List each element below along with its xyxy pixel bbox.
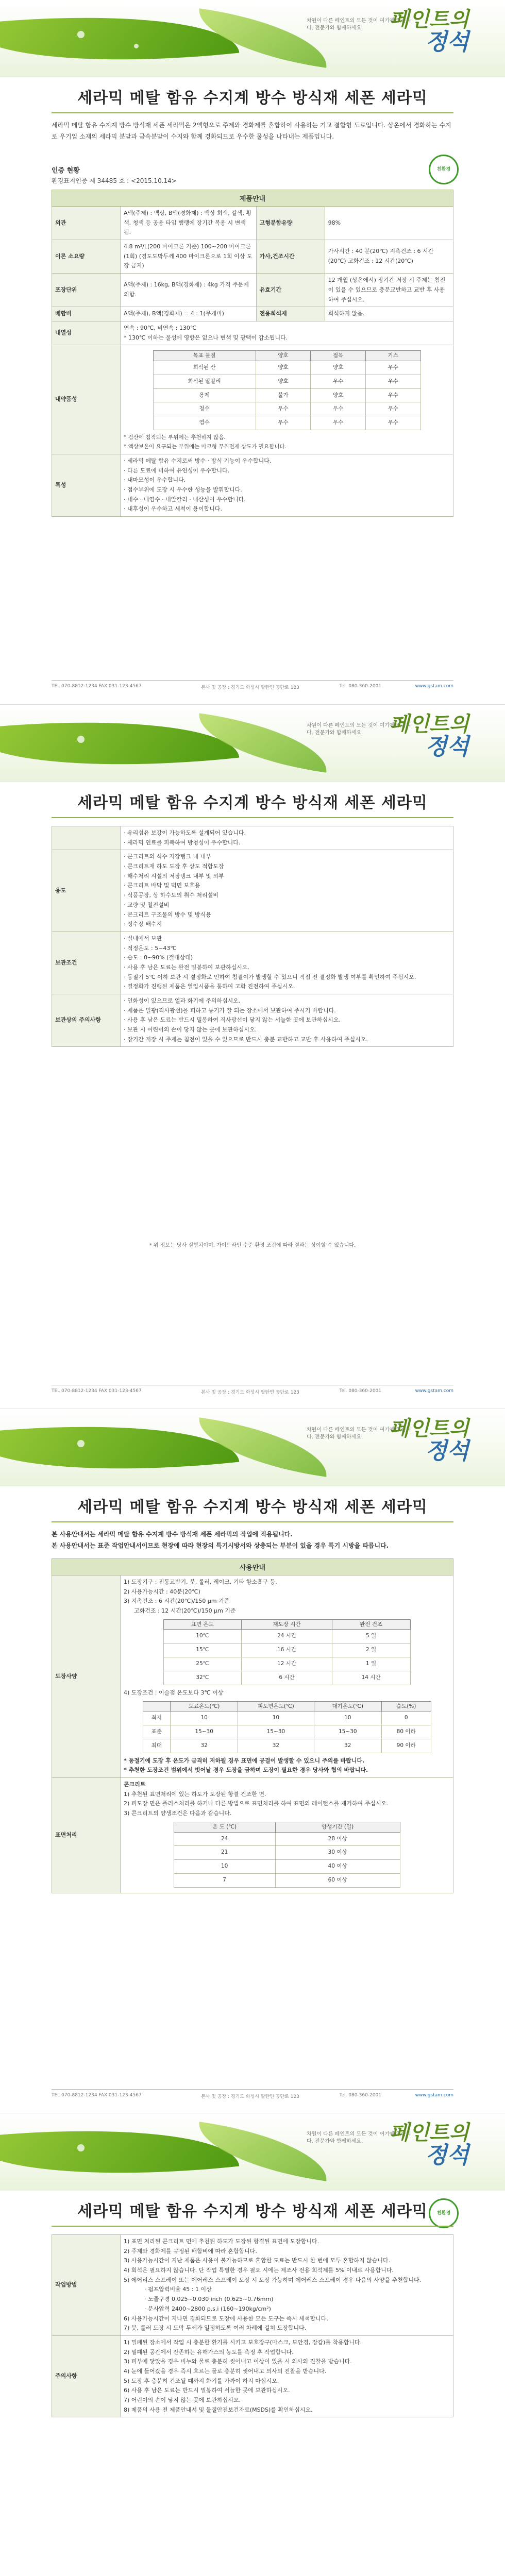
- work-item: · 분사압력 2400~2800 p.s.i (160~190kg/cm²): [144, 2305, 271, 2312]
- spec-key: 용도: [52, 850, 121, 932]
- footer-address: 본사 및 공장 : 경기도 화성시 팔탄면 공단로 123: [201, 685, 299, 690]
- intro-text: 세라믹 메탈 함유 수지계 방수 방식재 세폰 세라믹은 2액형으로 주제와 경화제를 혼합하여 사용하는 기교 결합형 도료입니다. 상온에서 경화하는 수지로 우기일 소재의 세라믹 분말과 금속분말이 수지와 함께 경화되므로 우수한 물성을 나타내는 제품입니다.: [52, 122, 451, 141]
- feature-item: · 내후성이 우수하고 세척이 용이합니다.: [124, 505, 222, 513]
- use-item: · 교량 및 철전설비: [124, 901, 170, 908]
- env-cell: 80 이하: [381, 1725, 431, 1739]
- work-item: 2) 주제와 경화제를 규정된 배합비에 따라 혼합합니다.: [124, 2247, 257, 2255]
- env-cell: 90 이하: [381, 1739, 431, 1753]
- page-2: [0, 705, 505, 1409]
- age-cell: 40 이상: [275, 1860, 400, 1874]
- spec-value: 가사시간 : 40 분(20℃) 지촉건조 : 6 시간(20℃) 고화건조 : 12 시간(20℃): [325, 240, 453, 274]
- chem-header: 접목: [311, 351, 366, 361]
- brand-logo: [389, 2123, 469, 2168]
- cond-item: 1) 도장기구 : 진동교반기, 붓, 롤러, 레이크, 기타 항소흡구 등.: [124, 1579, 277, 1585]
- water-drop: [77, 736, 85, 743]
- surf-item: 1) 추천된 표면처리에 있는 하도가 도장된 항결 건조한 면.: [124, 1790, 266, 1798]
- env-cell: 10: [238, 1711, 314, 1725]
- spec-key: 고형분함유량: [256, 207, 325, 240]
- cure-cell: 6 시간: [242, 1671, 332, 1685]
- brand-line-1: 페인트의: [389, 712, 469, 736]
- chem-note: * 액상보온이 요구되는 부위에는 마크형 무취전제 상도가 필요합니다.: [124, 444, 287, 450]
- spec-key: 외관: [52, 207, 121, 240]
- heat-value: 연속 : 90℃, 비연속 : 130℃: [124, 324, 197, 331]
- env-cell: 10: [171, 1711, 238, 1725]
- usage-intro-2: 본 사용안내서는 표준 작업안내서이므로 현장에 따라 현장의 특기시방서와 상충되는 부분이 있을 경우 특기 시방을 따릅니다.: [52, 1542, 389, 1549]
- age-header: 양생기간 (일): [275, 1822, 400, 1832]
- spec-key: 주의사항: [52, 2335, 121, 2417]
- spec-key: 보관상의 주의사항: [52, 994, 121, 1047]
- env-cell: 표준: [143, 1725, 171, 1739]
- feature-item: · 유리섬유 보강이 가능하도록 설계되어 있습니다.: [124, 829, 246, 836]
- chem-cell: 양호: [256, 375, 311, 388]
- chem-cell: 우수: [365, 361, 420, 375]
- chem-cell: 불가: [256, 388, 311, 402]
- safety-item: · 장기간 저장 시 주제는 침전이 있을 수 있으므로 반드시 충분 교반하고 교반 후 사용하여 주십시오.: [124, 1036, 368, 1043]
- work-item: 6) 사용가능시간이 지나면 경화되므로 도장에 사용한 모든 도구는 즉시 세척합니다.: [124, 2315, 328, 2322]
- cond-item: 2) 사용가능시간 : 40분(20℃): [124, 1588, 200, 1595]
- banner: [0, 1409, 505, 1486]
- env-cell: 15~30: [314, 1725, 381, 1739]
- feature-item: · 내마모성이 우수합니다.: [124, 477, 186, 484]
- use-item: · 콘크리트 구조물의 방수 및 방식용: [124, 911, 211, 918]
- eco-mark-icon: 친환경: [429, 155, 459, 184]
- cure-cell: 16 시간: [242, 1643, 332, 1657]
- env-cell: 15~30: [238, 1725, 314, 1739]
- env-header: [143, 1701, 171, 1711]
- spec-key: 작업방법: [52, 2235, 121, 2336]
- spec-table-continued: [52, 826, 453, 1047]
- chem-table: [153, 350, 421, 430]
- brand-line-2: 정석: [425, 1438, 469, 1464]
- water-drop: [134, 44, 139, 48]
- cert-text: 환경표지인증 제 34485 호 : <2015.10.14>: [52, 177, 177, 184]
- chem-cell: 우수: [256, 416, 311, 430]
- footer: [52, 680, 453, 689]
- age-header: 온 도 (℃): [174, 1822, 275, 1832]
- title-rule: [52, 817, 453, 818]
- footer-web-link[interactable]: www.gstam.com: [415, 684, 453, 689]
- chem-cell: 우수: [365, 416, 420, 430]
- cure-cell: 15℃: [163, 1643, 242, 1657]
- chem-header: 기스: [365, 351, 420, 361]
- banner: [0, 0, 505, 77]
- cure-cell: 12 시간: [242, 1657, 332, 1671]
- spec-key: 전용희석제: [256, 307, 325, 321]
- spec-value: A액(주제) : 백상, B액(경화제) : 백상 회색, 갈색, 황색, 청색 등 공용 타입 햄랭에 장기간 복용 시 변색됨.: [121, 207, 257, 240]
- title-rule: [52, 112, 453, 113]
- spec-value: 12 개월 (상온에서) 장기간 저장 시 주제는 침전이 있을 수 있으므로 충분교반하고 교반 후 사용하여 주십시오.: [325, 274, 453, 307]
- feature-item: · 내수 · 내염수 · 내알칼리 · 내산성이 우수합니다.: [124, 496, 246, 503]
- chem-cell: 우수: [365, 375, 420, 388]
- chem-cell: 희석된 산: [153, 361, 256, 375]
- footer-address: 본사 및 공장 : 경기도 화성시 팔탄면 공단로 123: [201, 1390, 299, 1395]
- work-item: · 노즐구경 0.025~0.030 inch (0.625~0.76mm): [144, 2296, 274, 2303]
- footer-tel: Tel. 080-360-2001: [339, 1388, 381, 1394]
- spec-value: [121, 321, 453, 345]
- brand-line-2: 정석: [425, 29, 469, 55]
- use-item: · 식품공장, 상 하수도의 취수 처리설비: [124, 892, 218, 899]
- brand-logo: [389, 9, 469, 55]
- warn-item: 3) 피부에 닿았을 경우 비누와 물로 충분히 씻어내고 이상이 있을 시 의사의 진찰을 받습니다.: [124, 2358, 352, 2365]
- brand-logo: [389, 714, 469, 759]
- brand-line-1: 페인트의: [389, 2121, 469, 2145]
- use-item: · 콘크리트의 식수 저장탱크 내 내부: [124, 853, 211, 860]
- cure-header: 표면 온도: [163, 1619, 242, 1630]
- cure-cell: 32℃: [163, 1671, 242, 1685]
- spec-value: [121, 931, 453, 994]
- spec-key: [52, 826, 121, 850]
- env-cell: 0: [381, 1711, 431, 1725]
- warn-item: 8) 제품의 사용 전 제품안내서 및 물질안전보건자료(MSDS)를 확인하십시오.: [124, 2406, 313, 2413]
- eco-mark-icon: 친환경: [429, 2198, 459, 2228]
- spec-value: 4.8 m²/L(200 마이크론 기준) 100~200 마이크론(1회) (경도도막두께 400 마이크론으로 1회 이상 도장 금지): [121, 240, 257, 274]
- safety-item: · 사용 후 남은 도료는 반드시 밀봉하여 직사광선이 닿지 않는 서늘한 곳에 보관하십시오.: [124, 1016, 341, 1024]
- spec-value: [121, 826, 453, 850]
- spec-value: [121, 1778, 453, 1893]
- age-cell: 7: [174, 1874, 275, 1888]
- spec-key: 포장단위: [52, 274, 121, 307]
- chem-cell: 우수: [311, 375, 366, 388]
- env-cell: 32: [314, 1739, 381, 1753]
- brand-line-2: 정석: [425, 2142, 469, 2168]
- age-cell: 60 이상: [275, 1874, 400, 1888]
- env-note: * 추천한 도장조건 범위에서 벗어날 경우 도장을 금하며 도장이 필요한 경우 당사와 협의 바랍니다.: [124, 1767, 368, 1774]
- usage-title: 사용안내: [52, 1559, 453, 1575]
- brand-line-1: 페인트의: [389, 1416, 469, 1440]
- banner: [0, 2113, 505, 2191]
- cure-header: 완전 건조: [332, 1619, 410, 1630]
- cure-cell: 24 시간: [242, 1630, 332, 1643]
- chem-cell: 우수: [311, 402, 366, 416]
- spec-key: 보관조건: [52, 931, 121, 994]
- env-header: 도료온도(℃): [171, 1701, 238, 1711]
- env-note: * 동절기에 도장 후 온도가 급격히 저하될 경우 표면에 공결이 발생할 수 있으니 주의를 바랍니다.: [124, 1757, 365, 1764]
- feature-item: · 세라믹 연료를 피복하여 방청성이 우수합니다.: [124, 839, 241, 846]
- chem-cell: 희석된 알칼리: [153, 375, 256, 388]
- work-item: 3) 사용가능시간이 지난 제품은 사용이 불가능하므로 혼합한 도료는 반드시 한 번에 모두 혼합하지 않습니다.: [124, 2257, 391, 2264]
- spec-value: A액(주제) : 16kg, B액(경화제) : 4kg 가격 주문에 의함.: [121, 274, 257, 307]
- spec-key: 특성: [52, 454, 121, 516]
- cond-item: 고화건조 : 12 시간(20℃)/150 µm 기준: [134, 1607, 236, 1615]
- cure-table: [163, 1619, 411, 1685]
- chem-cell: 우수: [256, 402, 311, 416]
- warn-item: 4) 눈에 들어갔을 경우 즉시 흐르는 물로 충분히 씻어내고 의사의 진찰을 받습니다.: [124, 2367, 327, 2375]
- age-cell: 10: [174, 1860, 275, 1874]
- use-item: · 정수장 배수지: [124, 921, 162, 928]
- spec-value: [121, 850, 453, 932]
- chem-cell: 청수: [153, 402, 256, 416]
- cure-cell: 2 일: [332, 1643, 410, 1657]
- brand-tagline: 차원이 다른 페인트의 모든 것이 여기에 있습니다. 전문가와 함께하세요.: [307, 723, 411, 736]
- safety-item: · 제품은 일광(직사광선)을 피하고 통기가 잘 되는 장소에서 보관하여 주시기 바랍니다.: [124, 1007, 336, 1014]
- env-cell: 15~30: [171, 1725, 238, 1739]
- footnote: * 위 정보는 당사 실험치이며, 가이드라인 수준 환경 조건에 따라 결과는 상이할 수 있습니다.: [149, 1243, 356, 1248]
- cure-cell: 1 일: [332, 1657, 410, 1671]
- work-item: · 펌프압력비율 45 : 1 이상: [144, 2286, 212, 2293]
- use-item: · 콘크리트재 하도 도장 후 상도 적합도장: [124, 863, 224, 870]
- work-table: [52, 2234, 453, 2417]
- footer-address: 본사 및 공장 : 경기도 화성시 팔탄면 공단로 123: [201, 2094, 299, 2099]
- spec-value: A액(주제), B액(경화제) = 4 : 1(무게비): [121, 307, 257, 321]
- brand-tagline: 차원이 다른 페인트의 모든 것이 여기에 있습니다. 전문가와 함께하세요.: [307, 2131, 411, 2144]
- spec-key: 이론 소요량: [52, 240, 121, 274]
- spec-value: [121, 2235, 453, 2336]
- spec-key: 도장사양: [52, 1575, 121, 1778]
- store-item: · 결정화가 진행된 제품은 열입시품을 통하여 고화 진전하여 주십시오.: [124, 983, 295, 990]
- spec-key: 내열성: [52, 321, 121, 345]
- feature-item: · 다른 도료에 비하여 유연성이 우수합니다.: [124, 467, 230, 474]
- env-cell: 최대: [143, 1739, 171, 1753]
- chem-cell: 우수: [311, 416, 366, 430]
- footer: [52, 2089, 453, 2098]
- title-rule: [52, 1521, 453, 1522]
- spec-value: [121, 2335, 453, 2417]
- env-header: 습도(%): [381, 1701, 431, 1711]
- warn-item: 6) 사용 후 남은 도료는 반드시 밀봉하여 서늘한 곳에 보관하십시오.: [124, 2387, 290, 2394]
- footer-web-link[interactable]: www.gstam.com: [415, 1388, 453, 1394]
- spec-value: [121, 454, 453, 516]
- page-title: 세라믹 메탈 함유 수지계 방수 방식재 세폰 세라믹: [77, 1498, 428, 1516]
- store-item: · 습도 : 0~90% (절대상태): [124, 954, 193, 961]
- env-header: 대기온도(℃): [314, 1701, 381, 1711]
- env-header: 피도면온도(℃): [238, 1701, 314, 1711]
- env-table: [143, 1701, 431, 1753]
- spec-key: 유효기간: [256, 274, 325, 307]
- page-4: [0, 2113, 505, 2576]
- env-cell: 10: [314, 1711, 381, 1725]
- page-3: [0, 1409, 505, 2113]
- chem-cell: 양호: [311, 388, 366, 402]
- cond-item: 3) 지촉건조 : 6 시간(20℃)/150 µm 기준: [124, 1598, 230, 1605]
- brand-tagline: 차원이 다른 페인트의 모든 것이 여기에 있습니다. 전문가와 함께하세요.: [307, 1427, 411, 1440]
- cure-header: 재도장 시간: [242, 1619, 332, 1630]
- footer-tel: Tel. 080-360-2001: [339, 684, 381, 689]
- age-cell: 21: [174, 1846, 275, 1860]
- age-table: [174, 1822, 400, 1888]
- env-cell: 32: [171, 1739, 238, 1753]
- env-caption: 4) 도장조건 : 이슬점 온도보다 3℃ 이상: [124, 1689, 224, 1696]
- spec-key: 표면처리: [52, 1778, 121, 1893]
- work-item: 5) 에어리스 스프레이 또는 에어레스 스프레이 도장 시 도장 가능하며 에어레스 스프레이 경우 다음의 사양을 추천합니다.: [124, 2276, 422, 2283]
- water-drop: [77, 1440, 85, 1447]
- cure-cell: 25℃: [163, 1657, 242, 1671]
- spec-value: [121, 1575, 453, 1778]
- usage-intro-1: 본 사용안내서는 세라믹 메탈 함유 수지계 방수 방식재 세폰 세라믹의 작업에 적용됩니다.: [52, 1531, 293, 1538]
- chem-cell: 양호: [311, 361, 366, 375]
- brand-logo: [389, 1418, 469, 1464]
- title-rule: [52, 2226, 453, 2227]
- age-cell: 24: [174, 1832, 275, 1846]
- safety-item: · 보관 시 어린이의 손이 닿지 않는 곳에 보관하십시오.: [124, 1026, 257, 1033]
- footer: [52, 1385, 453, 1394]
- cert-label: 인증 현황: [52, 167, 80, 175]
- store-item: · 적정온도 : 5~43℃: [124, 944, 177, 952]
- spec-key: 내약품성: [52, 345, 121, 454]
- page-title: 세라믹 메탈 함유 수지계 방수 방식재 세폰 세라믹: [77, 89, 428, 107]
- spec-value: [121, 345, 453, 454]
- chem-header: 양호: [256, 351, 311, 361]
- warn-item: 1) 밀폐된 장소에서 작업 시 충분한 환기를 시키고 보호장구(마스크, 보안경, 장갑)를 착용합니다.: [124, 2338, 362, 2346]
- safety-item: · 인화성이 있으므로 열과 화기에 주의하십시오.: [124, 997, 241, 1004]
- cure-cell: 14 시간: [332, 1671, 410, 1685]
- usage-table: [52, 1558, 453, 1893]
- footer-contact: TEL 070-8812-1234 FAX 031-123-4567: [52, 2093, 142, 2098]
- spec-value: [121, 994, 453, 1047]
- brand-line-1: 페인트의: [389, 7, 469, 31]
- footer-web-link[interactable]: www.gstam.com: [415, 2093, 453, 2098]
- cure-cell: 10℃: [163, 1630, 242, 1643]
- use-item: · 콘크리트 바닥 및 벽면 보호용: [124, 882, 200, 889]
- age-cell: 30 이상: [275, 1846, 400, 1860]
- water-drop: [77, 31, 85, 38]
- chem-cell: 우수: [365, 388, 420, 402]
- age-cell: 28 이상: [275, 1832, 400, 1846]
- banner: [0, 705, 505, 782]
- footer-tel: Tel. 080-360-2001: [339, 2093, 381, 2098]
- brand-line-2: 정석: [425, 734, 469, 760]
- brand-tagline: 차원이 다른 페인트의 모든 것이 여기에 있습니다. 전문가와 함께하세요.: [307, 18, 411, 31]
- footer-contact: TEL 070-8812-1234 FAX 031-123-4567: [52, 684, 142, 689]
- chem-note: * 검산에 침적되는 부위에는 추천하지 않음.: [124, 434, 226, 441]
- chem-cell: 양호: [256, 361, 311, 375]
- spec-key: 가사,건조시간: [256, 240, 325, 274]
- chem-header: 목표 물질: [153, 351, 256, 361]
- spec-table: [52, 190, 453, 517]
- water-drop: [77, 2144, 85, 2151]
- warn-item: 7) 어린이의 손이 닿지 않는 곳에 보관하십시오.: [124, 2397, 241, 2403]
- spec-value: 98%: [325, 207, 453, 240]
- surf-item: 3) 콘크리트의 양생조건은 다음과 같습니다.: [124, 1810, 232, 1817]
- use-item: · 해수처리 시설의 저장탱크 내부 및 외부: [124, 872, 224, 879]
- page-title: 세라믹 메탈 함유 수지계 방수 방식재 세폰 세라믹: [77, 794, 428, 812]
- footer-contact: TEL 070-8812-1234 FAX 031-123-4567: [52, 1388, 142, 1394]
- page-1: [0, 0, 505, 705]
- work-item: 4) 회석은 필요하지 않습니다. 단 작업 특별한 경우 필요 시에는 제조사 전용 희석제를 5% 이내로 사용합니다.: [124, 2267, 394, 2274]
- store-item: · 사용 후 남은 도료는 완전 밀봉하여 보관하십시오.: [124, 963, 249, 971]
- feature-item: · 세라믹 메탈 함유 수지로써 방수 · 방식 기능이 우수합니다.: [124, 457, 272, 464]
- chem-cell: 우수: [365, 402, 420, 416]
- feature-item: · 접수부위에 도장 시 우수한 성능을 발휘합니다.: [124, 486, 242, 493]
- warn-item: 2) 밀폐된 공간에서 잔존하는 유해가스의 농도를 측정 후 작업합니다.: [124, 2348, 294, 2355]
- surf-item: 2) 피도장 면은 플러스처리를 하거나 다른 방법으로 표면처리를 하여 표면의 레이턴스를 제거하여 주십시오.: [124, 1800, 389, 1807]
- work-item: 7) 붓, 롤러 도장 시 도막 두께가 일정하도록 여러 차례에 걸쳐 도장합니다.: [124, 2325, 307, 2332]
- store-item: · 동절기 5℃ 이하 보관 시 결정화로 인하여 침결이가 발생할 수 있으니 직접 전 결정화 발생 여부를 확인하여 주십시오.: [124, 973, 416, 980]
- chem-cell: 용제: [153, 388, 256, 402]
- spec-title: 제품안내: [52, 190, 453, 207]
- chem-cell: 염수: [153, 416, 256, 430]
- surf-title: 콘크리트: [124, 1781, 146, 1788]
- work-item: 1) 표면 처리된 콘크리트 면에 추천된 하도가 도장된 항결된 표면에 도장합니다.: [124, 2238, 319, 2245]
- spec-key: 배합비: [52, 307, 121, 321]
- env-cell: 32: [238, 1739, 314, 1753]
- heat-note: * 130℃ 이하는 물성에 영향은 없으나 변색 및 광택이 감소됩니다.: [124, 334, 288, 341]
- env-cell: 최저: [143, 1711, 171, 1725]
- warn-item: 5) 도장 후 충분히 건조될 때까지 화기를 가까이 하지 마십시오.: [124, 2377, 279, 2384]
- page-title: 세라믹 메탈 함유 수지계 방수 방식재 세폰 세라믹: [77, 2202, 428, 2221]
- spec-value: 희석하지 않음.: [325, 307, 453, 321]
- cure-cell: 5 일: [332, 1630, 410, 1643]
- store-item: · 실내에서 보관: [124, 935, 162, 942]
